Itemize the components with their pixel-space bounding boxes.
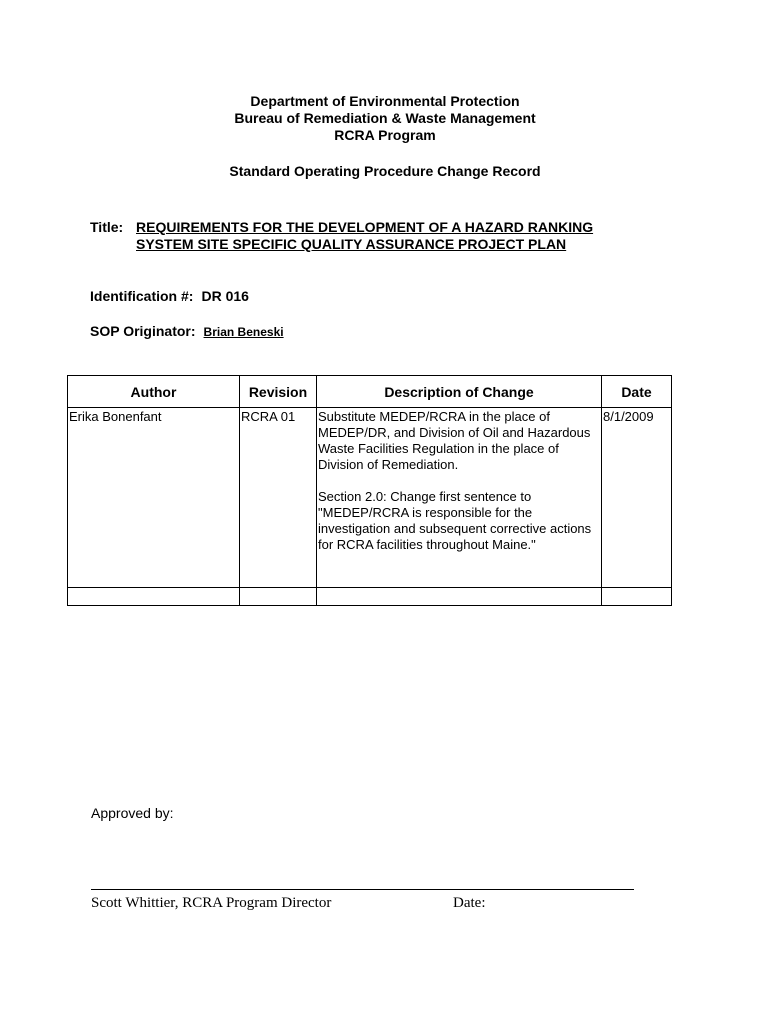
table-row	[68, 408, 672, 588]
description-paragraph-1: Substitute MEDEP/RCRA in the place of MEDEP/DR, and Division of Oil and Hazardous Waste Facilities Regulation in the place of Division of Remediation.	[318, 409, 591, 472]
identification-value: DR 016	[201, 288, 249, 304]
cell-revision: RCRA 01	[240, 408, 317, 588]
identification	[90, 288, 249, 305]
title-label: Title:	[90, 219, 124, 235]
column-header-revision: Revision	[240, 376, 317, 408]
cell-empty	[602, 588, 672, 606]
cell-author: Erika Bonenfant	[68, 408, 240, 588]
column-header-description: Description of Change	[317, 376, 602, 408]
cell-empty	[317, 588, 602, 606]
originator-value: Brian Beneski	[203, 325, 284, 339]
description-paragraph-2: Section 2.0: Change first sentence to "MEDEP/RCRA is responsible for the investigation and subsequent corrective actions for RCRA facilities throughout Maine."	[318, 489, 592, 552]
cell-empty	[240, 588, 317, 606]
change-record-table	[67, 375, 672, 606]
signature-date-label: Date:	[453, 895, 486, 911]
title-value	[136, 219, 676, 253]
column-header-date: Date	[602, 376, 672, 408]
signer-name: Scott Whittier, RCRA Program Director	[91, 895, 332, 911]
department-name: Department of Environmental Protection	[250, 93, 520, 109]
sop-originator	[90, 323, 284, 341]
signature-line	[91, 889, 634, 890]
program-name: RCRA Program	[334, 127, 436, 143]
cell-description	[317, 408, 602, 588]
title-line-1: REQUIREMENTS FOR THE DEVELOPMENT OF A HAZARD RANKING	[136, 219, 594, 235]
bureau-name: Bureau of Remediation & Waste Management	[234, 110, 536, 126]
table-row-empty	[68, 588, 672, 606]
document-header	[0, 93, 770, 180]
record-title: Standard Operating Procedure Change Record	[229, 163, 541, 179]
cell-date: 8/1/2009	[602, 408, 672, 588]
identification-label: Identification #:	[90, 288, 194, 304]
column-header-author: Author	[68, 376, 240, 408]
approved-by-label: Approved by:	[91, 805, 174, 821]
cell-empty	[68, 588, 240, 606]
originator-label: SOP Originator:	[90, 323, 196, 339]
table-header-row	[68, 376, 672, 408]
title-line-2: SYSTEM SITE SPECIFIC QUALITY ASSURANCE PROJECT PLAN	[136, 236, 567, 252]
